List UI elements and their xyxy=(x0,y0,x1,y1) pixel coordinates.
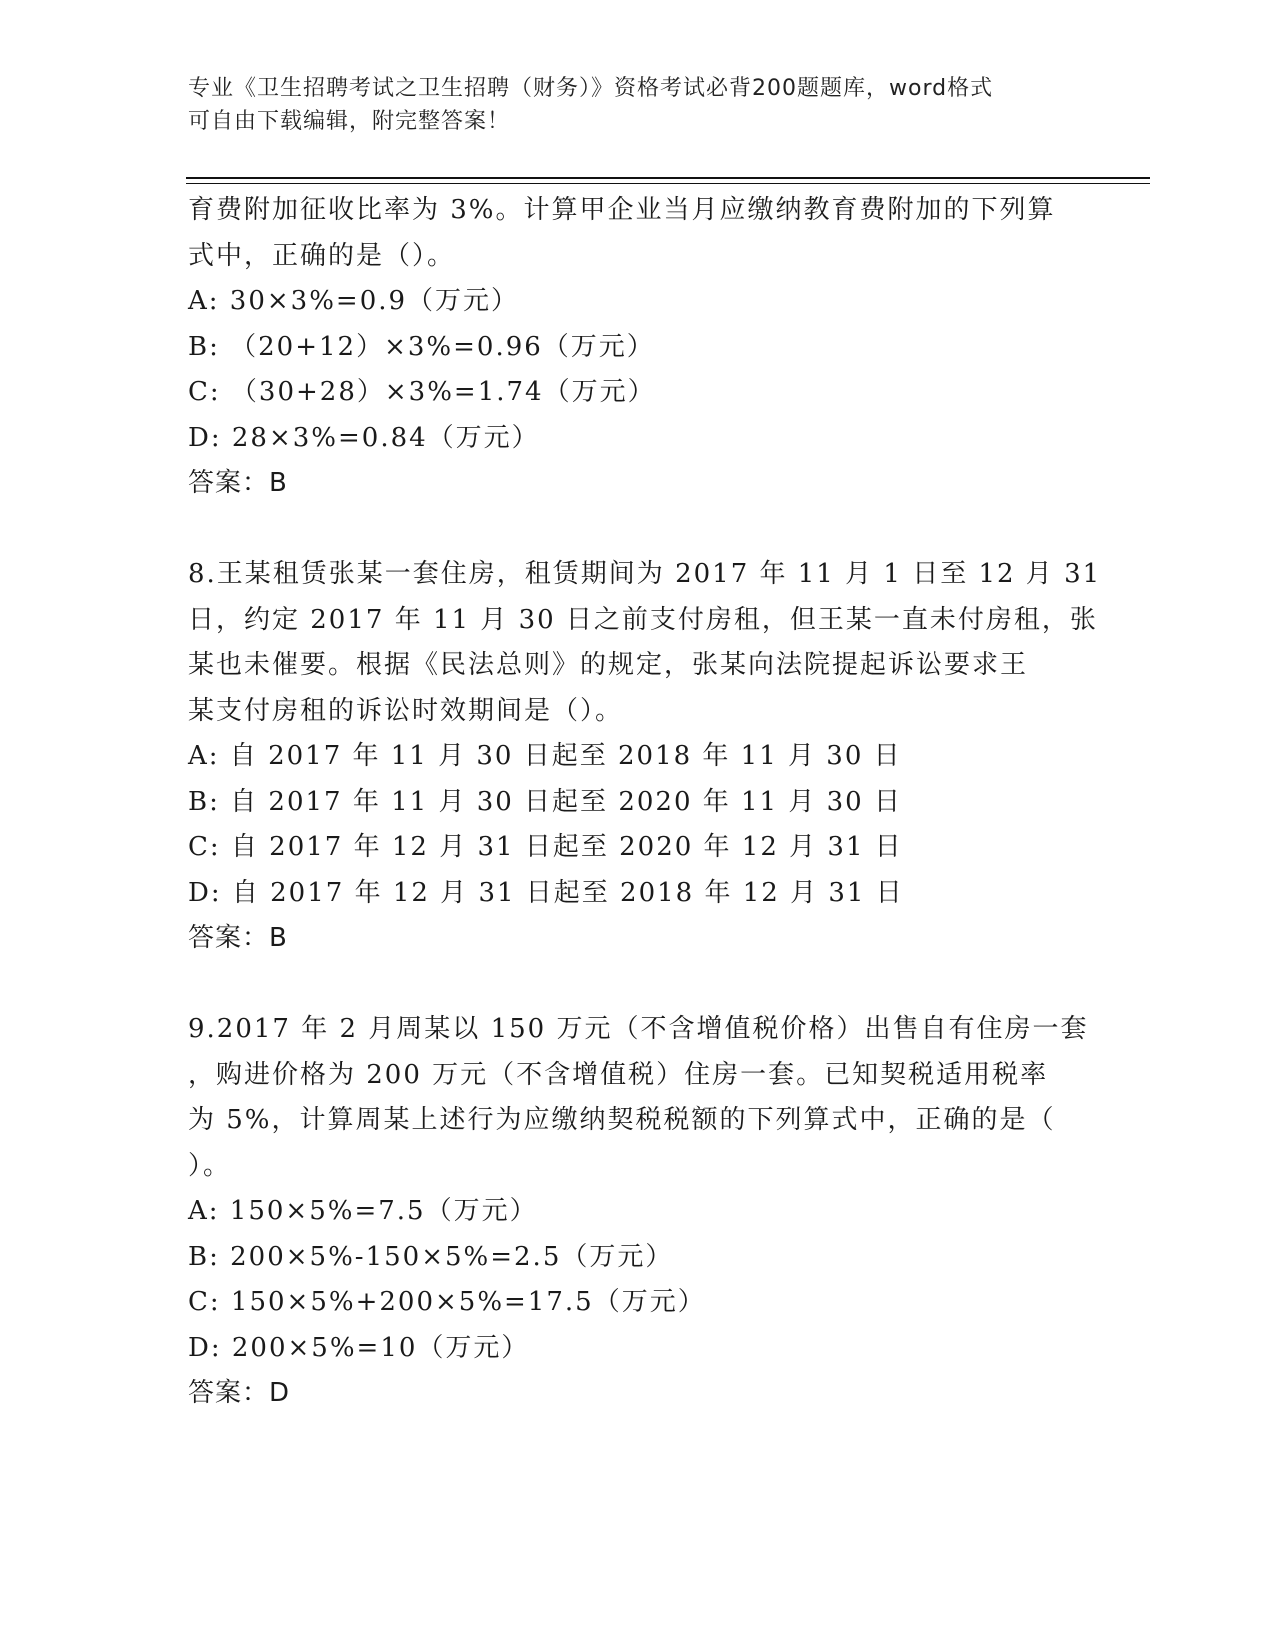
question-9 xyxy=(188,1007,1088,1417)
document-header xyxy=(188,72,1088,138)
option-b: B: （20+12）×3%=0.96（万元） xyxy=(188,331,655,362)
answer-label: 答案：B xyxy=(188,923,288,953)
header-divider-top xyxy=(186,177,1150,179)
spacer xyxy=(188,507,1088,553)
option-a: A: 30×3%=0.9（万元） xyxy=(188,286,520,316)
header-divider-bottom xyxy=(186,183,1150,184)
option-a: A: 150×5%=7.5（万元） xyxy=(188,1196,538,1226)
option-d: D: 200×5%=10（万元） xyxy=(188,1332,530,1363)
question-7 xyxy=(188,188,1088,507)
option-c: C: 自 2017 年 12 月 31 日起至 2020 年 12 月 31 日 xyxy=(188,832,903,862)
option-d: D: 自 2017 年 12 月 31 日起至 2018 年 12 月 31 日 xyxy=(188,877,904,908)
question-stem-line: ，购进价格为 200 万元（不含增值税）住房一套。已知契税适用税率 xyxy=(188,1059,1049,1090)
option-c: C: （30+28）×3%=1.74（万元） xyxy=(188,377,656,407)
header-title-line-2: 可自由下载编辑，附完整答案！ xyxy=(188,109,511,134)
question-stem-line: 某也未催要。根据《民法总则》的规定，张某向法院提起诉讼要求王 xyxy=(188,650,1029,680)
spacer xyxy=(188,962,1088,1008)
question-8 xyxy=(188,552,1102,962)
question-stem-line: 9.2017 年 2 月周某以 150 万元（不含增值税价格）出售自有住房一套 xyxy=(188,1014,1089,1044)
question-stem-line: 日，约定 2017 年 11 月 30 日之前支付房租，但王某一直未付房租，张 xyxy=(188,604,1098,635)
question-stem-line: 式中，正确的是（）。 xyxy=(188,240,456,271)
option-a: A: 自 2017 年 11 月 30 日起至 2018 年 11 月 30 日 xyxy=(188,741,902,771)
question-stem-line: 8.王某租赁张某一套住房，租赁期间为 2017 年 11 月 1 日至 12 月 31 xyxy=(188,559,1102,589)
option-d: D: 28×3%=0.84（万元） xyxy=(188,422,540,453)
answer-label: 答案：B xyxy=(188,468,288,498)
answer-label: 答案：D xyxy=(188,1378,291,1408)
option-c: C: 150×5%+200×5%=17.5（万元） xyxy=(188,1287,706,1317)
question-stem-line: ）。 xyxy=(188,1150,232,1181)
option-b: B: 自 2017 年 11 月 30 日起至 2020 年 11 月 30 日 xyxy=(188,786,902,817)
question-stem-line: 育费附加征收比率为 3%。计算甲企业当月应缴纳教育费附加的下列算 xyxy=(188,195,1056,225)
header-title-line-1: 专业《卫生招聘考试之卫生招聘（财务）》资格考试必背200题题库，word格式 xyxy=(188,76,994,101)
question-content xyxy=(188,188,1102,1417)
option-b: B: 200×5%-150×5%=2.5（万元） xyxy=(188,1241,674,1272)
question-stem-line: 为 5%，计算周某上述行为应缴纳契税税额的下列算式中，正确的是（ xyxy=(188,1105,1056,1135)
question-stem-line: 某支付房租的诉讼时效期间是（）。 xyxy=(188,695,624,726)
